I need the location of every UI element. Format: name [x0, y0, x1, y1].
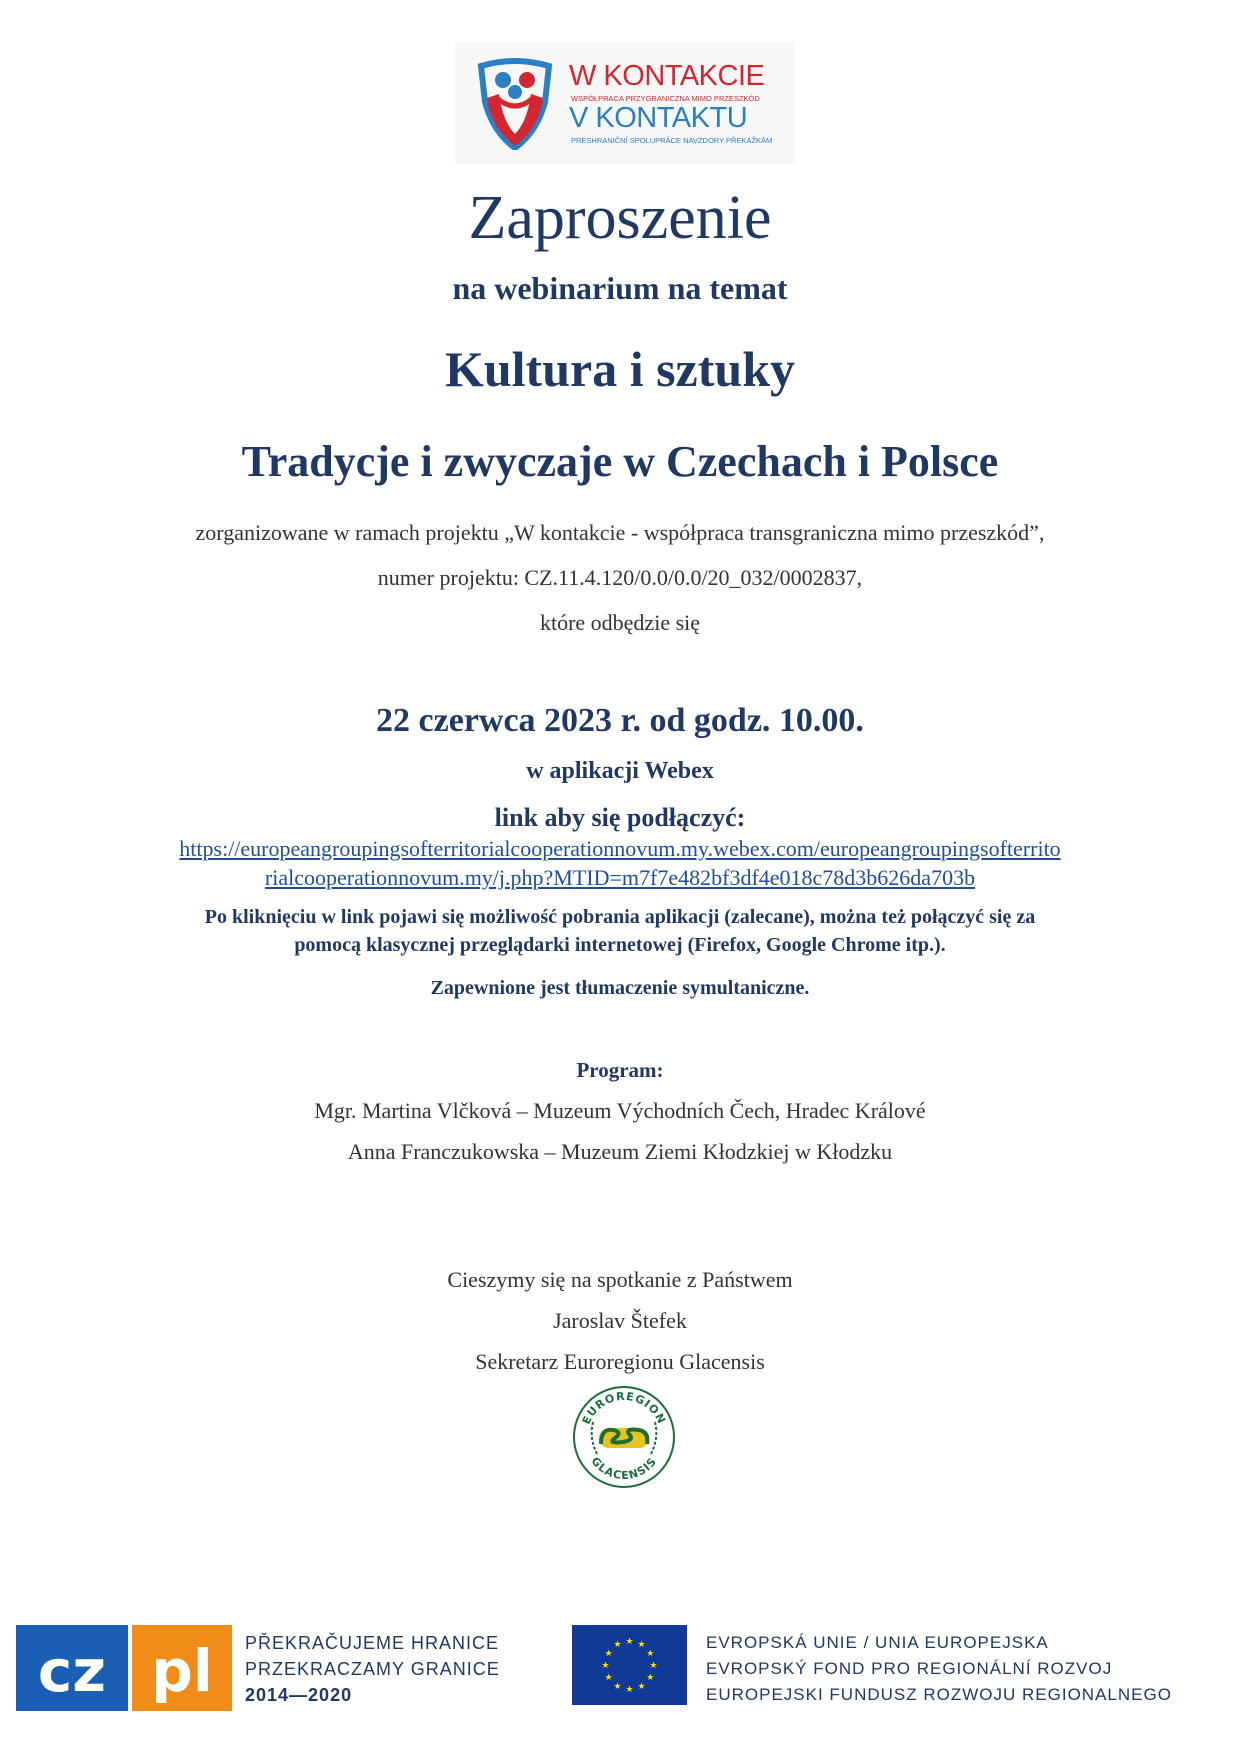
- logo-line-2: V KONTAKTU: [569, 102, 748, 134]
- eu-star-icon: ★: [637, 1640, 646, 1651]
- organization-line-1: zorganizowane w ramach projektu „W kontakcie - współpraca transgraniczna mimo przeszkód”,: [195, 520, 1045, 545]
- info-line-3: Zapewnione jest tłumaczenie symultaniczne.: [430, 977, 810, 999]
- eu-star-icon: ★: [613, 1681, 622, 1692]
- organization-line-3: które odbędzie się: [539, 610, 701, 635]
- logo-line-1: W KONTAKCIE: [569, 60, 765, 92]
- page-title: Zaproszenie: [468, 184, 772, 252]
- info-line-1: Po kliknięciu w link pojawi się możliwość pobrania aplikacji (zalecane), można też połączyć się za: [204, 906, 1036, 928]
- eu-star-icon: ★: [649, 1661, 658, 1671]
- eu-funding-text: [706, 1630, 1172, 1708]
- event-date: 22 czerwca 2023 r. od godz. 10.00.: [376, 702, 864, 739]
- eu-star-icon: ★: [625, 1637, 634, 1647]
- project-number: numer projektu: CZ.11.4.120/0.0/0.0/20_032/0002837,: [377, 565, 863, 590]
- czpl-line-1: PŘEKRAČUJEME HRANICE: [245, 1633, 500, 1653]
- signatory-title: Sekretarz Euroregionu Glacensis: [475, 1349, 765, 1374]
- czpl-pl-text: pl: [151, 1637, 213, 1705]
- subtitle: na webinarium na temat: [452, 270, 788, 306]
- eu-star-icon: ★: [604, 1673, 613, 1683]
- eu-flag-icon: [572, 1625, 687, 1705]
- subtopic-heading: Tradycje i zwyczaje w Czechach i Polsce: [241, 437, 999, 486]
- eu-star-icon: ★: [646, 1673, 655, 1683]
- logo-tagline-2: PRESHRANIČNÍ SPOLUPRÁCE NAVZDORY PŘEKÁŽKÁM: [571, 136, 773, 145]
- webex-link[interactable]: https://europeangroupingsofterritorialcooperationnovum.my.webex.com/europeangroupingsofterrito: [179, 836, 1061, 861]
- eu-line-1: EVROPSKÁ UNIE / UNIA EUROPEJSKA: [706, 1633, 1049, 1652]
- webex-link-line-1[interactable]: [0, 836, 1240, 862]
- signatory-name: Jaroslav Štefek: [553, 1308, 687, 1333]
- eu-star-icon: ★: [637, 1681, 646, 1692]
- eu-line-3: EUROPEJSKI FUNDUSZ ROZWOJU REGIONALNEGO: [706, 1685, 1172, 1704]
- czpl-tagline: [245, 1630, 500, 1708]
- logo-tagline-1: WSPÓŁPRACA PRZYGRANICZNA MIMO PRZESZKÓD: [571, 94, 760, 103]
- closing-line-1: Cieszymy się na spotkanie z Państwem: [447, 1267, 793, 1292]
- program-label: Program:: [576, 1058, 664, 1082]
- euroregion-bottom-text: GLACENSIS: [588, 1454, 660, 1483]
- czpl-programme-logo: [16, 1625, 232, 1711]
- link-label: link aby się podłączyć:: [494, 803, 746, 832]
- topic-heading: Kultura i sztuky: [444, 341, 796, 397]
- euroregion-top-text: EUROREGION: [579, 1389, 669, 1427]
- eu-star-icon: ★: [625, 1685, 634, 1695]
- eu-star-icon: ★: [646, 1649, 655, 1659]
- czpl-line-3: 2014—2020: [245, 1685, 353, 1705]
- info-line-2: pomocą klasycznej przeglądarki internetowej (Firefox, Google Chrome itp.).: [294, 934, 946, 956]
- shield-people-icon: [475, 58, 555, 150]
- program-item: Anna Franczukowska – Muzeum Ziemi Kłodzkiej w Kłodzku: [347, 1139, 893, 1164]
- event-app: w aplikacji Webex: [526, 758, 714, 784]
- program-item: Mgr. Martina Vlčková – Muzeum Východních Čech, Hradec Králové: [314, 1098, 926, 1123]
- eu-star-icon: ★: [604, 1649, 613, 1659]
- webex-link-continued[interactable]: rialcooperationnovum.my/j.php?MTID=m7f7e482bf3df4e018c78d3b626da703b: [264, 865, 976, 890]
- webex-link-line-2[interactable]: [0, 865, 1240, 891]
- eu-line-2: EVROPSKÝ FOND PRO REGIONÁLNÍ ROZVOJ: [706, 1659, 1113, 1678]
- eu-star-icon: ★: [613, 1640, 622, 1651]
- czpl-cz-text: cz: [37, 1637, 107, 1705]
- euroregion-glacensis-logo: [571, 1384, 677, 1490]
- project-logo: [455, 42, 795, 164]
- eu-star-icon: ★: [601, 1661, 610, 1671]
- czpl-line-2: PRZEKRACZAMY GRANICE: [245, 1659, 500, 1679]
